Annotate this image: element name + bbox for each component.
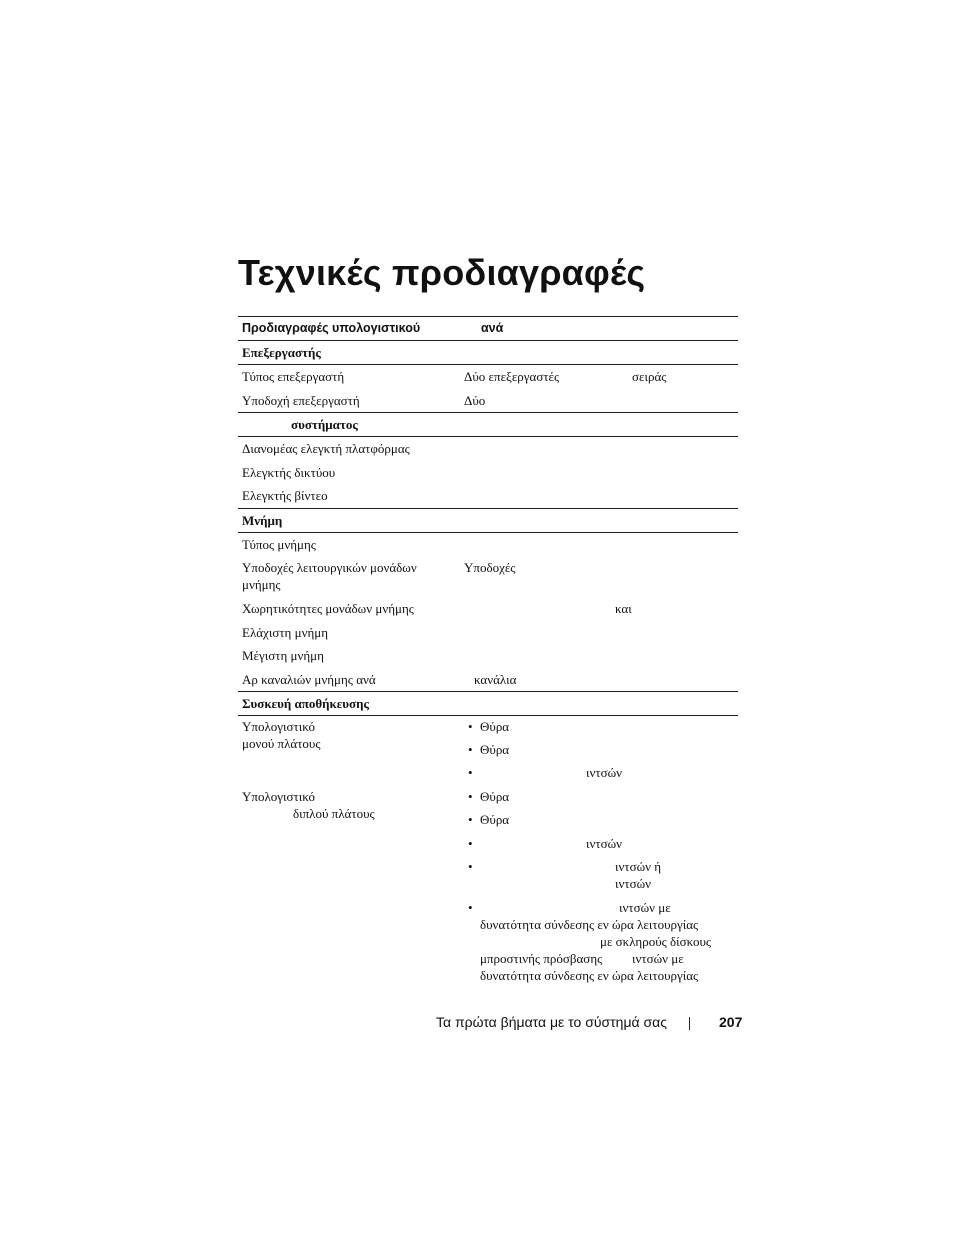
section-system xyxy=(238,413,738,436)
table-header xyxy=(238,317,738,340)
table-row xyxy=(238,533,738,557)
row-value: Δύο xyxy=(464,392,486,408)
table-row xyxy=(238,668,738,692)
table-row xyxy=(238,644,738,668)
row-value: κανάλια xyxy=(474,671,517,687)
bullet-text: με σκληρούς δίσκους xyxy=(600,934,712,949)
header-col2: ανά xyxy=(481,321,504,335)
section-title: Συσκευή αποθήκευσης xyxy=(242,696,369,711)
bullet-text: ιντσών xyxy=(586,836,623,851)
bullet-icon: • xyxy=(468,859,473,874)
row-label: Τύπος μνήμης xyxy=(242,536,316,552)
row-value-extra: σειράς xyxy=(632,369,667,384)
page-number: 207 xyxy=(719,1014,743,1030)
bullet-text: ιντσών xyxy=(586,765,623,780)
bullet-text: ιντσών με xyxy=(619,900,671,915)
bullet-text: ιντσών xyxy=(615,876,652,891)
bullet-icon: • xyxy=(468,719,473,734)
row-value: Δύο επεξεργαστές xyxy=(464,369,560,384)
bullet-icon: • xyxy=(468,836,473,851)
bullet-text: Θύρα xyxy=(480,742,510,757)
row-value: και xyxy=(615,601,632,616)
bullet-icon: • xyxy=(468,742,473,757)
table-row xyxy=(238,484,738,508)
storage-details xyxy=(238,716,738,986)
table-row xyxy=(238,597,738,621)
row-label-line1: Υποδοχές λειτουργικών μονάδων xyxy=(242,560,417,575)
double-width-label-line1: Υπολογιστικό xyxy=(242,789,315,804)
row-label: Υποδοχή επεξεργαστή xyxy=(242,392,360,408)
table-row xyxy=(238,365,738,389)
bullet-icon: • xyxy=(468,789,473,804)
section-title: Επεξεργαστής xyxy=(242,345,321,360)
row-label: Αρ καναλιών μνήμης ανά xyxy=(242,671,376,687)
header-col1: Προδιαγραφές υπολογιστικού xyxy=(242,321,421,335)
row-label: Μέγιστη μνήμη xyxy=(242,648,324,663)
bullet-text: Θύρα xyxy=(480,789,510,804)
bullet-icon: • xyxy=(468,900,473,915)
table-row xyxy=(238,437,738,461)
row-label: Ελάχιστη μνήμη xyxy=(242,624,329,640)
bullet-text: δυνατότητα σύνδεσης εν ώρα λειτουργίας xyxy=(480,968,699,983)
bullet-text: ιντσών με xyxy=(632,951,684,966)
footer-text: Τα πρώτα βήματα με το σύστημά σας xyxy=(436,1014,667,1030)
bullet-icon: • xyxy=(468,812,473,827)
table-row xyxy=(238,461,738,485)
page-title: Τεχνικές προδιαγραφές xyxy=(238,252,646,293)
bullet-text: δυνατότητα σύνδεσης εν ώρα λειτουργίας xyxy=(480,917,699,932)
single-width-label-line1: Υπολογιστικό xyxy=(242,719,315,734)
row-label: Χωρητικότητες μονάδων μνήμης xyxy=(242,601,414,616)
table-row xyxy=(238,556,738,597)
row-label: Διανομέας ελεγκτή πλατφόρμας xyxy=(242,441,410,456)
bullet-icon: • xyxy=(468,765,473,780)
row-label-line2: μνήμης xyxy=(242,577,281,592)
section-storage xyxy=(238,692,738,715)
section-title: Μνήμη xyxy=(242,512,283,528)
table-row xyxy=(238,621,738,645)
row-label: Τύπος επεξεργαστή xyxy=(242,369,345,384)
bullet-text: μπροστινής πρόσβασης xyxy=(480,951,603,966)
row-label: Ελεγκτής βίντεο xyxy=(242,488,328,503)
table-row xyxy=(238,389,738,413)
footer-separator xyxy=(689,1017,690,1030)
bullet-text: ιντσών ή xyxy=(615,859,662,874)
specifications-table xyxy=(238,316,738,986)
row-label xyxy=(242,559,417,593)
row-label: Ελεγκτής δικτύου xyxy=(242,464,336,480)
section-processor xyxy=(238,341,738,364)
section-title: συστήματος xyxy=(291,417,358,432)
bullet-text: Θύρα xyxy=(480,719,510,734)
row-value: Υποδοχές xyxy=(464,560,516,575)
section-memory xyxy=(238,509,738,532)
double-width-label-line2: διπλού πλάτους xyxy=(293,806,375,821)
single-width-label-line2: μονού πλάτους xyxy=(242,736,321,751)
bullet-text: Θύρα xyxy=(480,812,510,827)
